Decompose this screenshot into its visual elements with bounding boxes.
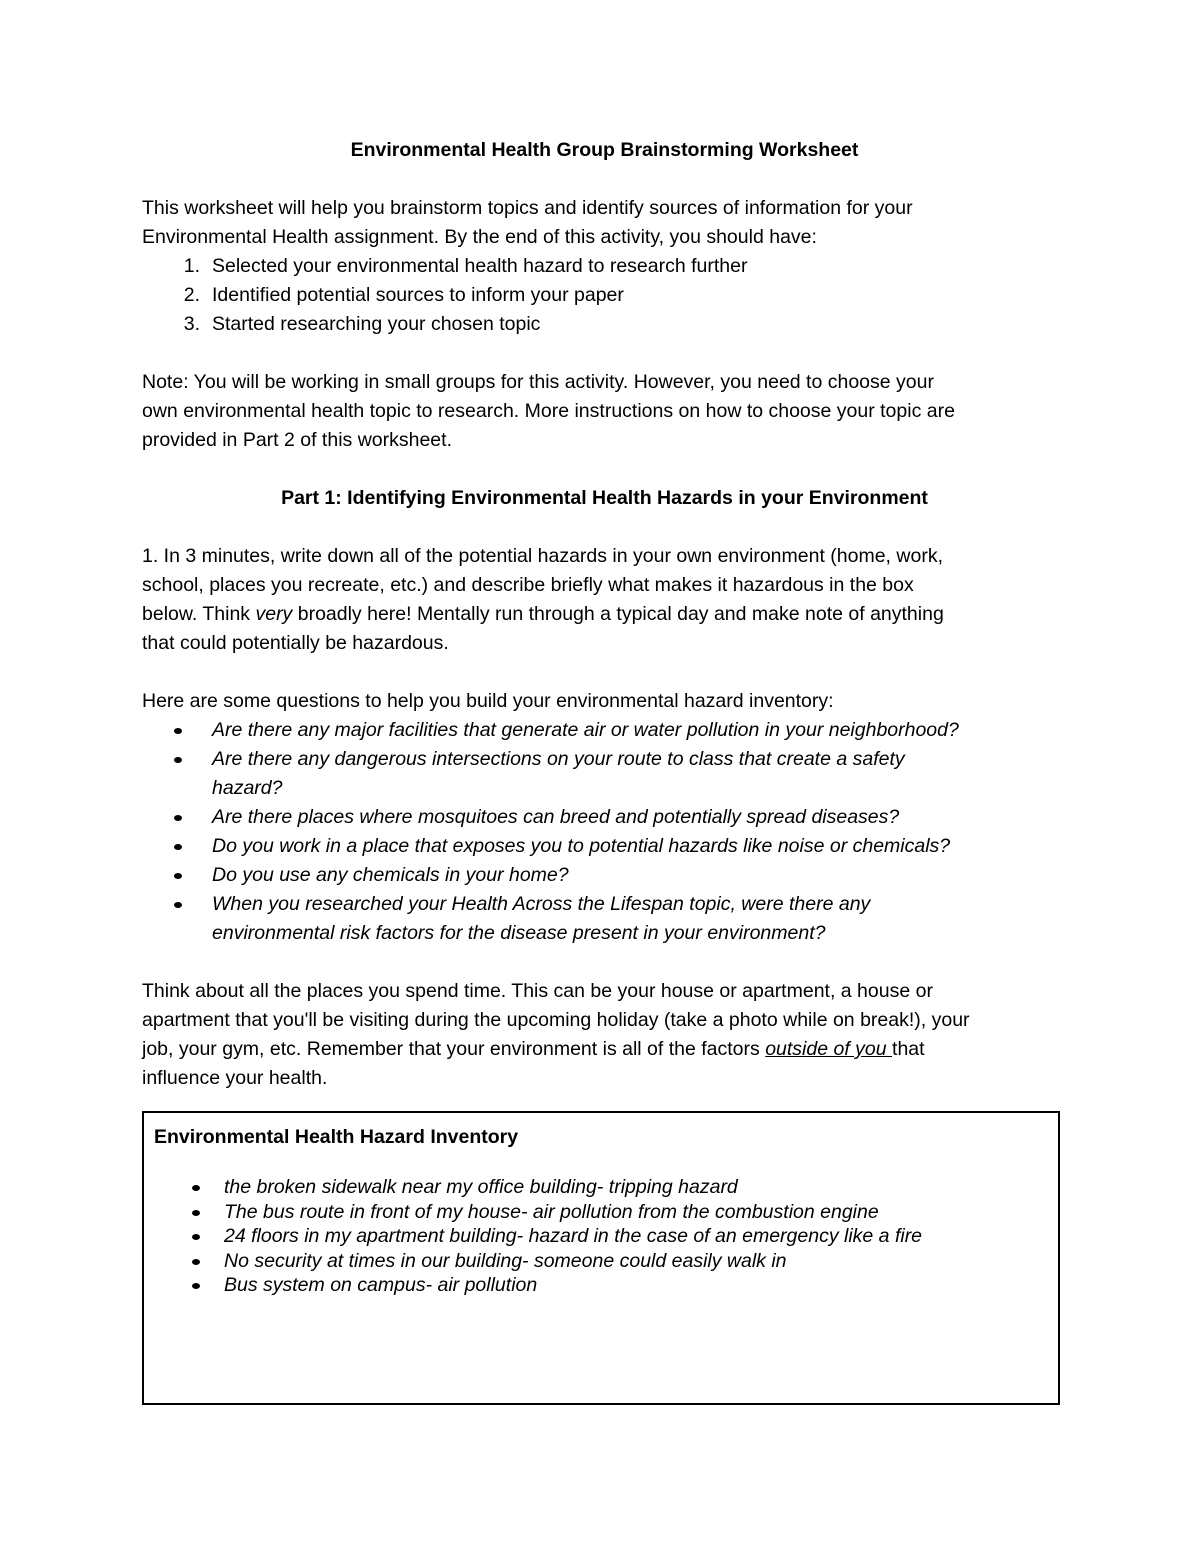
bullet-icon	[192, 1185, 200, 1191]
question-text: hazard?	[212, 777, 283, 799]
underlined-outside-of-you: outside of you	[765, 1038, 893, 1060]
part1-heading: Part 1: Identifying Environmental Health Hazards in your Environment	[281, 487, 928, 509]
bullet-icon	[174, 815, 182, 821]
questions-list	[142, 716, 1067, 948]
questions-intro: Here are some questions to help you build your environmental hazard inventory:	[142, 690, 834, 712]
spacer	[142, 513, 1067, 542]
note-line: provided in Part 2 of this worksheet.	[142, 429, 452, 451]
objectives-list	[142, 252, 1067, 339]
think-line: influence your health.	[142, 1067, 328, 1089]
objective-text: Started researching your chosen topic	[212, 313, 541, 335]
inventory-text: the broken sidewalk near my office building- tripping hazard	[224, 1176, 738, 1198]
spacer	[142, 339, 1067, 368]
bullet-icon	[174, 902, 182, 908]
question-text: Are there places where mosquitoes can breed and potentially spread diseases?	[212, 806, 900, 828]
question-text: environmental risk factors for the disease present in your environment?	[212, 922, 826, 944]
question-item	[212, 745, 1067, 803]
step1-line: school, places you recreate, etc.) and describe briefly what makes it hazardous in the box	[142, 574, 914, 596]
question-item	[212, 890, 1067, 948]
spacer	[142, 948, 1067, 977]
objective-text: Selected your environmental health hazard to research further	[212, 255, 748, 277]
inventory-text: Bus system on campus- air pollution	[224, 1274, 538, 1296]
inventory-item	[224, 1224, 922, 1249]
note-line: Note: You will be working in small groups for this activity. However, you need to choose your	[142, 371, 934, 393]
objective-text: Identified potential sources to inform your paper	[212, 284, 624, 306]
think-paragraph	[142, 977, 1067, 1093]
note-paragraph	[142, 368, 1067, 455]
bullet-icon	[174, 757, 182, 763]
think-line: that	[892, 1038, 925, 1060]
objective-item	[183, 310, 1067, 339]
intro-paragraph	[142, 194, 1067, 252]
question-text: When you researched your Health Across the Lifespan topic, were there any	[212, 893, 871, 915]
inventory-text: No security at times in our building- someone could easily walk in	[224, 1249, 787, 1272]
question-text: Do you work in a place that exposes you to potential hazards like noise or chemicals?	[212, 835, 951, 857]
inventory-title: Environmental Health Hazard Inventory	[154, 1126, 519, 1148]
emphasis-very: very	[255, 603, 293, 625]
step1-paragraph	[142, 542, 1067, 658]
inventory-item	[224, 1273, 922, 1298]
intro-line: Environmental Health assignment. By the end of this activity, you should have:	[142, 226, 817, 248]
bullet-icon	[192, 1259, 200, 1265]
inventory-text: The bus route in front of my house- air pollution from the combustion engine	[224, 1200, 879, 1223]
objective-item	[183, 281, 1067, 310]
spacer	[142, 455, 1067, 484]
question-item	[212, 716, 1067, 745]
page-title: Environmental Health Group Brainstorming Worksheet	[350, 139, 859, 161]
worksheet-content	[142, 136, 1067, 1093]
objective-number: 3.	[183, 313, 200, 335]
bullet-icon	[174, 844, 182, 850]
bullet-icon	[174, 728, 182, 734]
inventory-item	[224, 1249, 922, 1274]
spacer	[142, 658, 1067, 687]
think-line: apartment that you'll be visiting during the upcoming holiday (take a photo while on break!), your	[142, 1009, 970, 1031]
inventory-list	[224, 1175, 922, 1298]
objective-number: 1.	[183, 255, 200, 277]
step1-line: below. Think	[142, 603, 256, 625]
think-line: job, your gym, etc. Remember that your environment is all of the factors	[142, 1038, 766, 1060]
bullet-icon	[174, 873, 182, 879]
inventory-item	[224, 1175, 922, 1200]
question-item	[212, 832, 1067, 861]
hazard-inventory-box[interactable]	[142, 1111, 1060, 1405]
objective-item	[183, 252, 1067, 281]
step1-line: that could potentially be hazardous.	[142, 632, 449, 654]
bullet-icon	[192, 1210, 200, 1216]
bullet-icon	[192, 1283, 200, 1289]
objective-number: 2.	[183, 284, 200, 306]
step1-line: 1. In 3 minutes, write down all of the potential hazards in your own environment (home, work,	[142, 545, 943, 567]
step1-line: broadly here! Mentally run through a typical day and make note of anything	[292, 603, 944, 625]
question-item	[212, 803, 1067, 832]
note-line: own environmental health topic to research. More instructions on how to choose your topic are	[142, 400, 955, 422]
inventory-item	[224, 1200, 922, 1225]
question-item	[212, 861, 1067, 890]
inventory-text: 24 floors in my apartment building- hazard in the case of an emergency like a fire	[224, 1225, 923, 1247]
question-text: Do you use any chemicals in your home?	[212, 864, 569, 886]
question-text: Are there any dangerous intersections on your route to class that create a safety	[212, 748, 905, 770]
think-line: Think about all the places you spend time. This can be your house or apartment, a house or	[142, 980, 933, 1002]
question-text: Are there any major facilities that generate air or water pollution in your neighborhood?	[212, 719, 959, 741]
intro-line: This worksheet will help you brainstorm topics and identify sources of information for your	[142, 197, 913, 219]
bullet-icon	[192, 1234, 200, 1240]
